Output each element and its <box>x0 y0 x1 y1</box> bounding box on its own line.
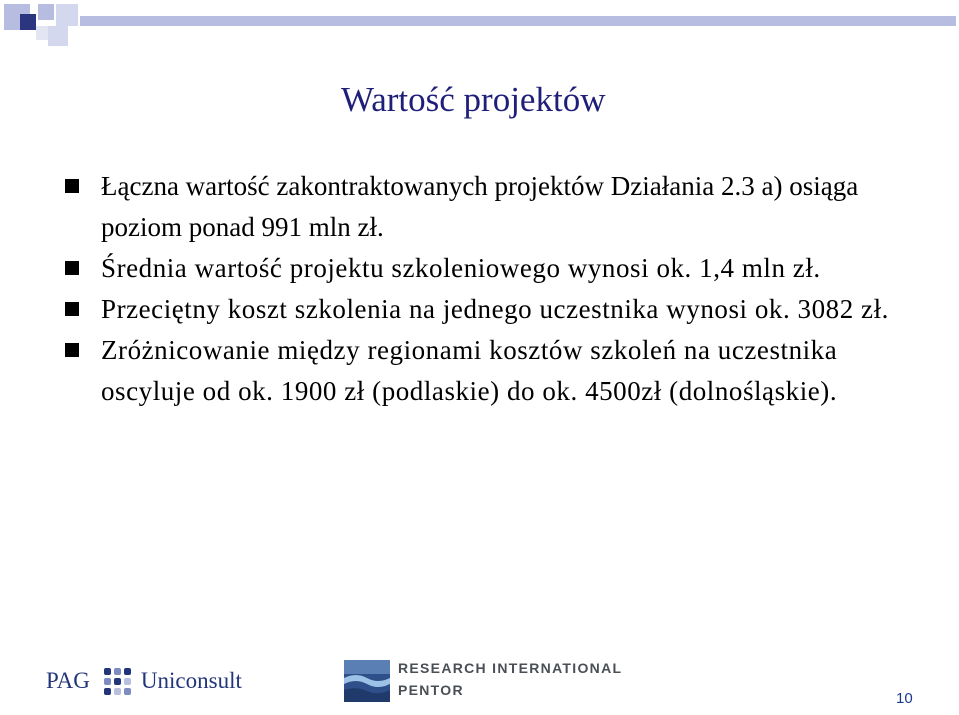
deco-square <box>80 16 956 26</box>
slide-title: Wartość projektów <box>341 80 606 119</box>
bullet-item <box>63 248 923 289</box>
pag-uniconsult-logo <box>46 663 242 699</box>
deco-square <box>48 26 68 46</box>
research-international-pentor-logo <box>344 660 622 702</box>
pag-logo-text: PAG <box>46 668 90 693</box>
deco-square <box>20 14 36 30</box>
bullet-item <box>63 166 923 248</box>
bullet-list <box>63 166 923 412</box>
square-bullet-icon <box>65 302 79 316</box>
square-bullet-icon <box>65 261 79 275</box>
square-bullet-icon <box>65 179 79 193</box>
globe-logo-icon <box>344 660 390 702</box>
bullet-text: Przeciętny koszt szkolenia na jednego uczestnika wynosi ok. 3082 zł. <box>101 294 889 324</box>
dots-logo-icon <box>104 668 131 695</box>
pentor-text: PENTOR <box>398 682 464 698</box>
bullet-text: Łączna wartość zakontraktowanych projektów Działania 2.3 a) osiąga poziom ponad 991 mln zł. <box>101 171 859 242</box>
research-international-text: RESEARCH INTERNATIONAL <box>398 660 623 676</box>
bullet-text: Zróżnicowanie między regionami kosztów szkoleń na uczestnika oscyluje od ok. 1900 zł (podlaskie) do ok. 4500zł (dolnośląskie). <box>101 335 838 406</box>
bullet-item <box>63 330 923 412</box>
bullet-text: Średnia wartość projektu szkoleniowego wynosi ok. 1,4 mln zł. <box>101 253 821 283</box>
deco-square <box>56 4 78 26</box>
page-number: 10 <box>896 690 913 707</box>
bullet-item <box>63 289 923 330</box>
uniconsult-logo-text: Uniconsult <box>140 668 242 693</box>
square-bullet-icon <box>65 343 79 357</box>
deco-square <box>38 4 54 20</box>
